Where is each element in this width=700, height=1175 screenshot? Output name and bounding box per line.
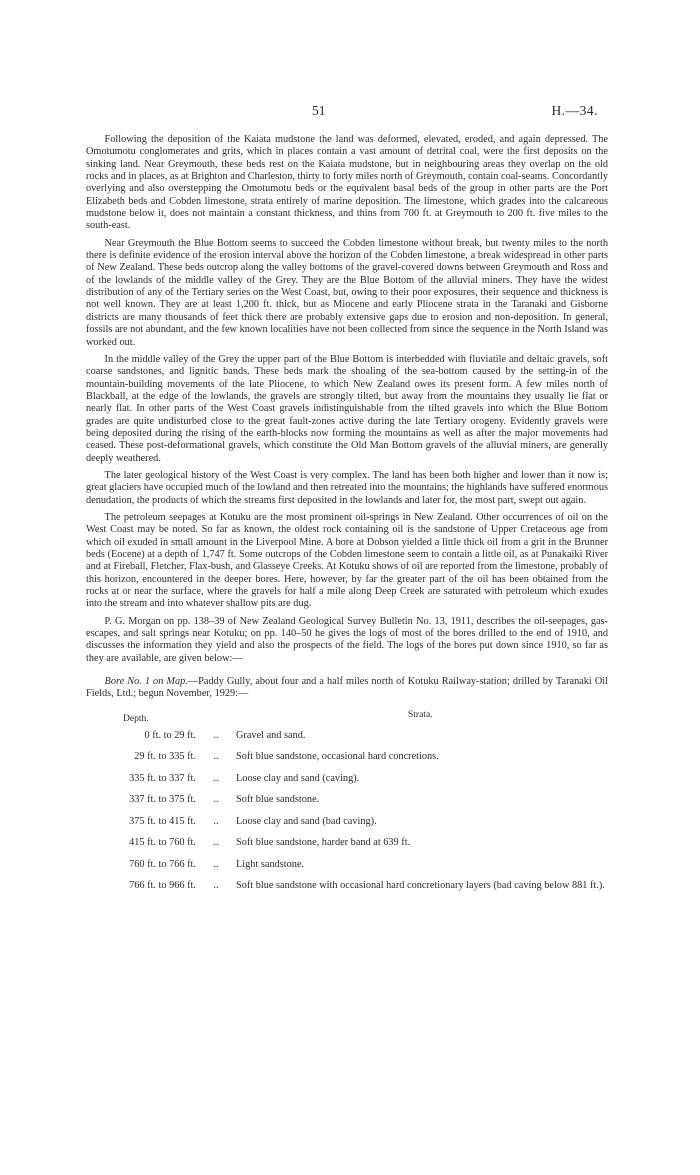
- strata-cell: Light sandstone.: [236, 858, 305, 870]
- document-reference: H.—34.: [551, 103, 598, 118]
- depth-cell: 415 ft. to 760 ft.: [129, 837, 196, 849]
- table-row: [86, 730, 608, 743]
- leader-dots: ..: [213, 729, 219, 741]
- depth-cell: 337 ft. to 375 ft.: [129, 794, 196, 806]
- leader-dots: ..: [213, 815, 219, 827]
- paragraph: P. G. Morgan on pp. 138–39 of New Zealand Geological Survey Bulletin No. 13, 1911, describes the oil-seepages, gas-escapes, and salt springs near Kotuku; on pp. 140–50 he gives the logs of most of the bores drilled to the end of 1910, and discusses the information they yield and also the prospects of the field. The logs of the bores put down since 1910, so far as they are available, are given below:—: [86, 615, 608, 664]
- paragraph: The petroleum seepages at Kotuku are the most prominent oil-springs in New Zealand. Other occurrences of oil on the West Coast may be noted. So far as known, the oldest rock containing oil is the sandstone of Upper Cretaceous age from which oil exuded in small amount in the Liverpool Mine. A bore at Dobson yielded a little thick oil from a grit in the Brunner beds (Eocene) at a depth of 1,747 ft. Some outcrops of the Cobden limestone seem to contain a little oil, as at Punakaiki River and at Fireball, Fletcher, Flax-bush, and Glasseye Creeks. At Kotuku shows of oil are reported from the limestone, probably of this horizon, encountered in the deeper bores. Here, however, by far the greater part of the oil has been obtained from the rocks at or near the surface, where the gravels for half a mile along Deep Creek are saturated with petroleum which exudes into the stream and into whatever shallow pits are dug.: [86, 511, 608, 610]
- depth-cell: 29 ft. to 335 ft.: [134, 751, 196, 763]
- strata-cell: Soft blue sandstone, occasional hard concretions.: [236, 751, 439, 763]
- depth-column-header: Depth.: [123, 713, 149, 724]
- strata-cell: Loose clay and sand (bad caving).: [236, 815, 377, 827]
- leader-dots: ..: [213, 772, 219, 784]
- leader-dots: ..: [213, 794, 219, 806]
- strata-cell: Gravel and sand.: [236, 729, 306, 741]
- page-header: [0, 103, 700, 121]
- strata-cell: Soft blue sandstone with occasional hard concretionary layers (bad caving below 881 ft.).: [236, 880, 605, 892]
- table-row: [86, 794, 608, 807]
- table-row: [86, 837, 608, 850]
- table-row: [86, 859, 608, 872]
- strata-cell: Loose clay and sand (caving).: [236, 772, 360, 784]
- depth-cell: 760 ft. to 766 ft.: [129, 858, 196, 870]
- strata-cell: Soft blue sandstone, harder band at 639 ft.: [236, 837, 411, 849]
- depth-cell: 335 ft. to 337 ft.: [129, 772, 196, 784]
- bore-description: —Paddy Gully, about four and a half miles north of Kotuku Railway-station; drilled by Taranaki Oil Fields, Ltd.; begun November, 1929:—: [86, 676, 609, 700]
- table-row: [86, 816, 608, 829]
- depth-cell: 0 ft. to 29 ft.: [144, 729, 196, 741]
- depth-cell: 766 ft. to 966 ft.: [129, 880, 196, 892]
- page-number: 51: [312, 103, 326, 118]
- table-row: [86, 751, 608, 764]
- bore-intro: [86, 676, 608, 701]
- leader-dots: ..: [213, 837, 219, 849]
- leader-dots: ..: [213, 858, 219, 870]
- strata-cell: Soft blue sandstone.: [236, 794, 320, 806]
- paragraph: Near Greymouth the Blue Bottom seems to succeed the Cobden limestone without break, but twenty miles to the north there is definite evidence of the erosion interval above the horizon of the Cobden limestone, a break widespread in other parts of New Zealand. These beds outcrop along the valley bottoms of the gravel-covered downs between Greymouth and Ross and of the lowlands of the middle valley of the Grey. They are the Blue Bottom of the alluvial miners. They have the widest distribution of any of the Tertiary series on the West Coast, but, owing to their poor exposures, their sequence and thickness is not well known. They are at least 1,200 ft. thick, but as Miocene and early Pliocene strata in the Taranaki and Gisborne districts are many thousands of feet thick there are probably extensive gaps due to erosion and non-deposition. In general, fossils are not abundant, and the few known localities have not been collected from since the sequence in the North Island was worked out.: [86, 237, 608, 348]
- paragraph: In the middle valley of the Grey the upper part of the Blue Bottom is interbedded with fluviatile and deltaic gravels, soft coarse sandstones, and lignitic bands. These beds mark the shoaling of the sea-bottom caused by the setting-in of the mountain-building movements of the late Pliocene, to which New Zealand owes its present form. A few miles north of Blackball, at the edge of the lowlands, the gravels are strongly tilted, but away from the mountains they usually lie flat or nearly flat. In other parts of the West Coast gravels indistinguishable from the tilted gravels into which the Blue Bottom grades are quite undisturbed close to the great fault-zones active during the late Tertiary orogeny. Evidently gravels were being deposited during the rising of the earth-blocks now forming the mountains as well as after the major movements had ceased. These post-deformational gravels, which constitute the Old Man Bottom gravels of the alluvial miners, are generally deeply weathered.: [86, 353, 608, 464]
- bore-log-table: [86, 730, 608, 893]
- body-text: [86, 134, 608, 902]
- table-row: [86, 773, 608, 786]
- leader-dots: ..: [213, 880, 219, 892]
- paragraph: Following the deposition of the Kaiata mudstone the land was deformed, elevated, eroded, and again depressed. The Omotumotu conglomerates and grits, which in places contain a vast amount of detrital coal, were the first deposits on the sinking land. Near Greymouth, these beds rest on the Kaiata mudstone, but in neighbouring areas they overlap on the old rocks and in places, as at Brighton and Charleston, thirty to forty miles north of Greymouth, contain coal-seams. Concordantly overlying and also overstepping the Omotumotu beds or the equivalent basal beds of the group in other parts are the Port Elizabeth beds and Cobden limestone, strata entirely of marine deposition. The limestone, which grades into the calcareous mudstone below it, does not maintain a constant thickness, and thins from 700 ft. at Greymouth to 200 ft. five miles to the south-east.: [86, 134, 608, 232]
- strata-column-header: Strata.: [408, 709, 433, 720]
- table-row: [86, 880, 608, 893]
- bore-log-header: [86, 710, 608, 726]
- bore-title: Bore No. 1 on Map.: [104, 676, 188, 688]
- paragraph: The later geological history of the West Coast is very complex. The land has been both higher and lower than it now is; great glaciers have occupied much of the lowland and then retreated into the mountains; the highlands have suffered enormous denudation, the products of which the streams first deposited in the lowlands and later for, the most part, swept out again.: [86, 469, 608, 506]
- depth-cell: 375 ft. to 415 ft.: [129, 815, 196, 827]
- leader-dots: ..: [213, 751, 219, 763]
